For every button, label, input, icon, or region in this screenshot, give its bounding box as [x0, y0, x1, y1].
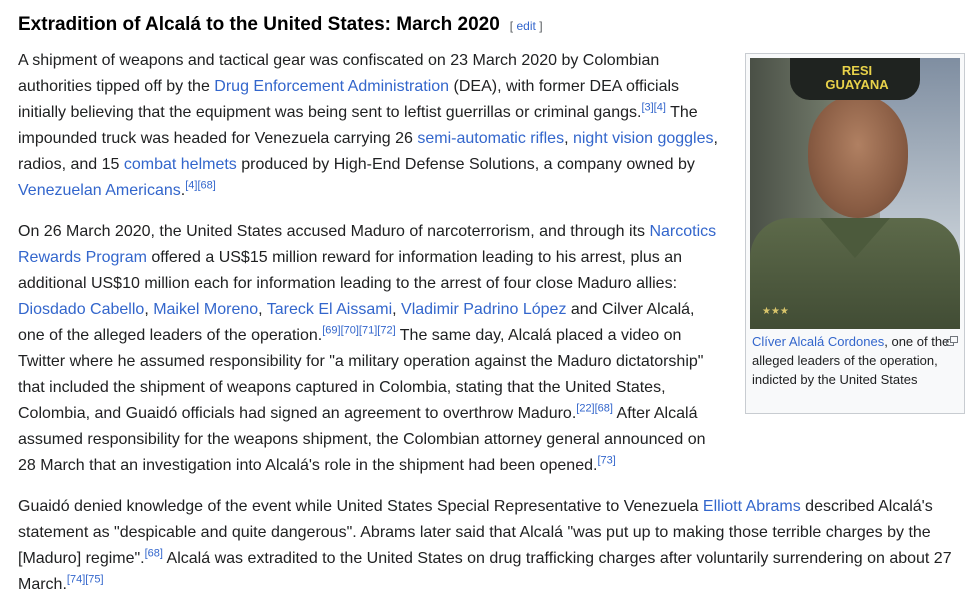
figure-caption	[752, 332, 960, 389]
citation-link[interactable]: [4][68]	[185, 179, 216, 192]
text: The same day, Alcalá placed a video on Twitter where he assumed responsibility for "a military operation against the Maduro dictatorship" that included the shipment of weapons captured in Colombia, stating that the United States, Colombia, and Guaidó officials had signed an agreement to overthrow Maduro.	[18, 327, 704, 422]
section-heading	[18, 12, 543, 39]
citation-link[interactable]: [68]	[144, 547, 163, 560]
citation-link[interactable]: [3][4]	[641, 101, 666, 114]
text: ,	[258, 301, 267, 318]
portrait-photo[interactable]	[750, 58, 960, 329]
link-diosdado-cabello[interactable]: Diosdado Cabello	[18, 301, 145, 318]
text: ,	[392, 301, 402, 318]
paragraph-2	[18, 219, 723, 479]
magnify-clip-icon[interactable]	[946, 336, 958, 346]
citation[interactable]	[576, 403, 613, 415]
citation[interactable]	[185, 180, 216, 192]
paragraph-3	[18, 494, 964, 598]
link-maikel-moreno[interactable]: Maikel Moreno	[153, 301, 259, 318]
edit-link[interactable]: edit	[516, 19, 536, 33]
text: ,	[564, 130, 573, 147]
link-elliott-abrams[interactable]: Elliott Abrams	[702, 498, 801, 515]
citation-link[interactable]: [73]	[597, 454, 616, 467]
paragraph-1	[18, 48, 723, 204]
rank-insignia: ★★★	[762, 306, 789, 317]
caption-link[interactable]: Clíver Alcalá Cordones	[752, 334, 885, 349]
text: .	[180, 182, 186, 199]
caption-text: , one of the alleged leaders of the operation, indicted by the United States	[752, 334, 950, 387]
section-title: Extradition of Alcalá to the United States: March 2020	[18, 14, 500, 35]
link-night-vision-goggles[interactable]: night vision goggles	[572, 130, 714, 147]
link-semi-automatic-rifles[interactable]: semi-automatic rifles	[417, 130, 565, 147]
cap-lettering: RESI GUAYANA	[825, 63, 889, 92]
link-dea[interactable]: Drug Enforcement Administration	[214, 78, 450, 95]
text: described Alcalá's statement as "despicable and quite dangerous". Abrams later said that Alcalá "was put up to making those terrible charges by the [Maduro] regime".	[18, 498, 933, 567]
text: Guaidó denied knowledge of the event while United States Special Representative to Venezuela	[18, 498, 703, 515]
citation[interactable]	[597, 455, 615, 467]
citation-link[interactable]: [74][75]	[66, 573, 104, 586]
text: produced by High-End Defense Solutions, a company owned by	[236, 156, 695, 173]
text: , radios, and 15	[18, 130, 718, 173]
link-tareck-el-aissami[interactable]: Tareck El Aissami	[266, 301, 393, 318]
link-combat-helmets[interactable]: combat helmets	[123, 156, 237, 173]
text: offered a US$15 million reward for information leading to his arrest, plus an additional US$10 million each for information leading to the arrest of four close Maduro allies:	[18, 249, 683, 292]
citation-link[interactable]: [69][70][71][72]	[322, 324, 396, 337]
text: The impounded truck was headed for Venezuela carrying 26	[18, 104, 698, 147]
link-venezuelan-americans[interactable]: Venezuelan Americans	[18, 182, 181, 199]
citation-link[interactable]: [22][68]	[576, 402, 613, 415]
text: Alcalá was extradited to the United States on drug trafficking charges after voluntarily surrendering on about 27 March.	[18, 550, 952, 593]
text: After Alcalá assumed responsibility for the weapons shipment, the Colombian attorney general announced on 28 March that an investigation into Alcalá's role in the shipment had been opened.	[18, 405, 706, 474]
thumbnail-figure	[745, 53, 965, 414]
citation[interactable]	[322, 325, 395, 337]
text: ,	[144, 301, 154, 318]
text: and Cilver Alcalá, one of the alleged leaders of the operation.	[18, 301, 695, 344]
link-vladimir-padrino-lopez[interactable]: Vladimir Padrino López	[401, 301, 567, 318]
photo-face	[808, 96, 908, 218]
text: On 26 March 2020, the United States accused Maduro of narcoterrorism, and through its	[18, 223, 650, 240]
citation[interactable]	[641, 102, 665, 114]
text: A shipment of weapons and tactical gear was confiscated on 23 March 2020 by Colombian authorities tipped off by the	[18, 52, 660, 95]
citation[interactable]	[145, 548, 163, 560]
link-narcotics-rewards-program[interactable]: Narcotics Rewards Program	[18, 223, 717, 266]
text: (DEA), with former DEA officials initially believing that the equipment was being sent to leftist guerrillas or criminal gangs.	[18, 78, 680, 121]
edit-section: [ edit ]	[509, 19, 543, 33]
citation[interactable]	[67, 574, 104, 586]
